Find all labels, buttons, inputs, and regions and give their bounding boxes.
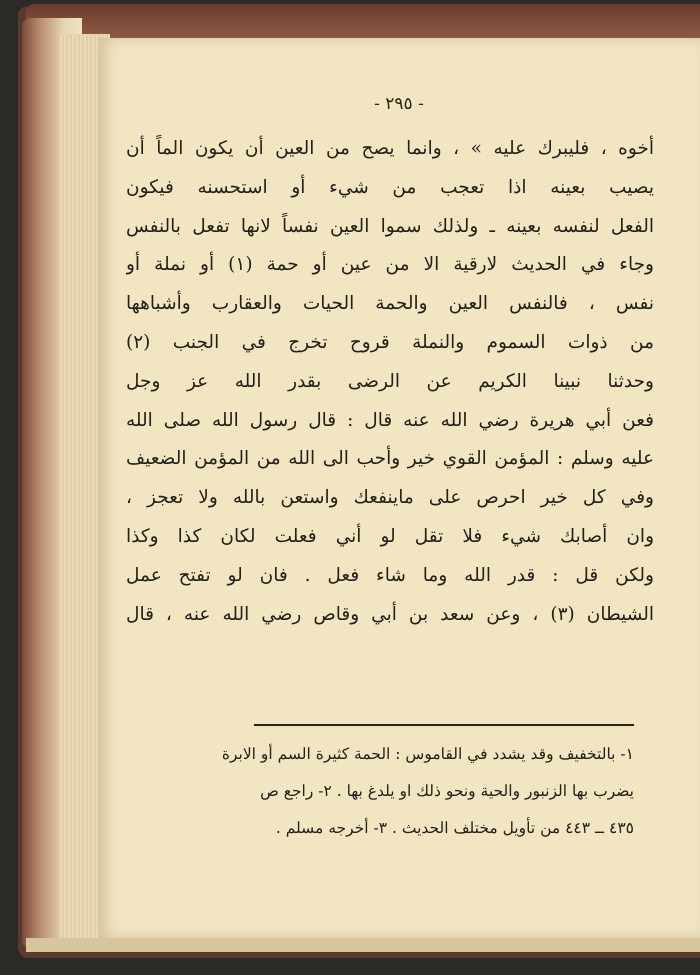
text-line: فعن أبي هريرة رضي الله عنه قال : قال رسول الله صلى الله (126, 409, 654, 431)
page-number: - ٢٩٥ - (374, 94, 424, 114)
text-line: وجاء في الحديث لارقية الا من عين أو حمة (١) أو نملة أو (126, 254, 654, 276)
footnote-line: ١- بالتخفيف وقد يشدد في القاموس : الحمة كثيرة السم أو الابرة (221, 745, 634, 763)
body-text (126, 130, 654, 634)
book-top-edge (26, 4, 700, 38)
book-page (98, 38, 700, 938)
text-line: يصيب بعينه اذا تعجب من شيء أو استحسنه فيكون (126, 176, 654, 198)
text-line: من ذوات السموم والنملة قروح تخرج في الجنب (٢) (126, 331, 654, 353)
text-line: الفعل لنفسه بعينه ـ ولذلك سموا العين نفساً لانها تفعل بالنفس (126, 215, 654, 237)
footnote-divider (254, 724, 634, 726)
footnote-line: يضرب بها الزنبور والحية ونحو ذلك او يلدغ بها . ٢- راجع ص (260, 782, 634, 800)
text-line: ولكن قل : قدر الله وما شاء فعل . فان لو تفتح عمل (126, 564, 654, 586)
text-line: وفي كل خير احرص على ماينفعك واستعن بالله ولا تعجز ، (126, 487, 654, 509)
book-bottom-edge (26, 938, 700, 952)
text-line: نفس ، فالنفس العين والحمة الحيات والعقارب وأشباهها (126, 293, 654, 315)
text-line: وحدثنا نبينا الكريم عن الرضى بقدر الله عز وجل (126, 370, 654, 392)
footnote-line: ٤٣٥ ــ ٤٤٣ من تأويل مختلف الحديث . ٣- أخرجه مسلم . (275, 819, 634, 837)
footnotes (150, 736, 634, 847)
text-line: الشيطان (٣) ، وعن سعد بن أبي وقاص رضي الله عنه ، قال (126, 603, 654, 625)
text-line: أخوه ، فليبرك عليه » ، وانما يصح من العين أن يكون الماً أن (126, 138, 654, 159)
text-line: عليه وسلم : المؤمن القوي خير وأحب الى الله من المؤمن الضعيف (126, 448, 654, 470)
text-line: وان أصابك شيء فلا تقل لو أني فعلت لكان كذا وكذا (126, 525, 654, 547)
